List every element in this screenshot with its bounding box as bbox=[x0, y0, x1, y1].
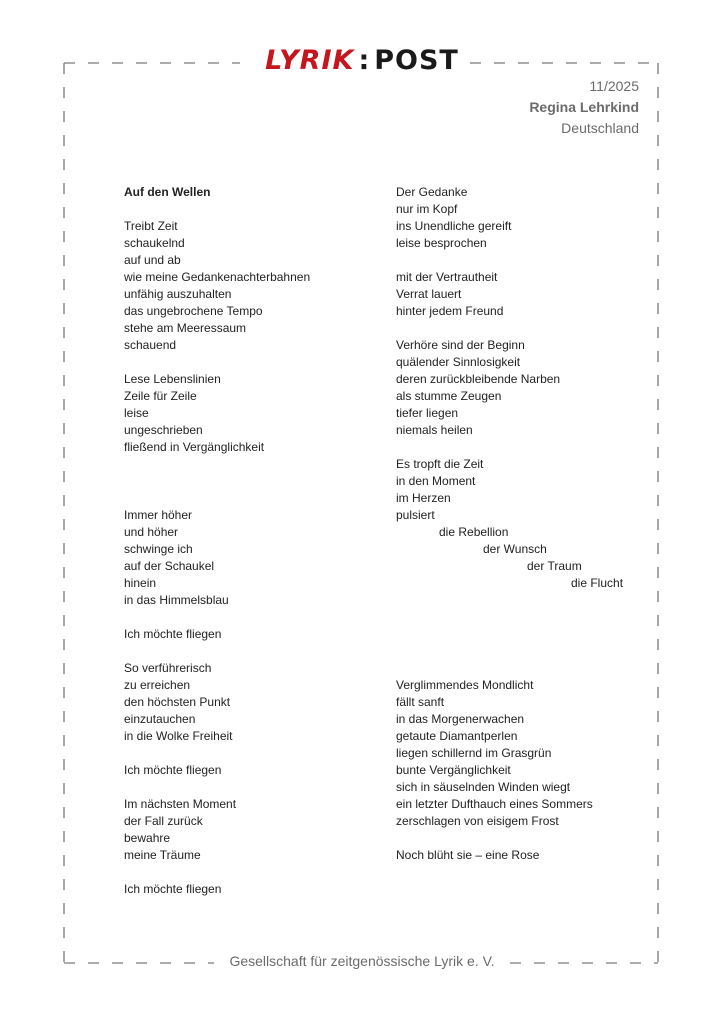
poem-title: Auf den Wellen bbox=[124, 185, 211, 199]
poem-line: die Flucht bbox=[571, 576, 624, 590]
poem-line: leise bbox=[124, 406, 149, 420]
poem-line: fließend in Vergänglichkeit bbox=[124, 440, 265, 454]
logo-separator: : bbox=[358, 45, 371, 76]
spacer bbox=[124, 609, 364, 626]
poem-line: Lese Lebenslinien bbox=[124, 372, 221, 386]
poem-line: schaukelnd bbox=[124, 236, 185, 250]
poem-line: in den Moment bbox=[396, 474, 476, 488]
poem-line: tiefer liegen bbox=[396, 406, 459, 420]
poem-line: in das Himmelsblau bbox=[124, 593, 229, 607]
poem-meta bbox=[529, 76, 639, 139]
poem-line: hinein bbox=[124, 576, 157, 590]
poem-line: meine Träume bbox=[124, 848, 201, 862]
spacer bbox=[124, 643, 364, 660]
spacer bbox=[396, 320, 636, 337]
spacer bbox=[124, 473, 364, 490]
spacer bbox=[396, 660, 636, 677]
poem-line: fällt sanft bbox=[396, 695, 445, 709]
poem-line: Der Gedanke bbox=[396, 185, 468, 199]
poem-line: stehe am Meeressaum bbox=[124, 321, 247, 335]
logo-post: POST bbox=[374, 45, 459, 76]
poem-line: die Rebellion bbox=[439, 525, 509, 539]
poem-line: Verglimmendes Mondlicht bbox=[396, 678, 534, 692]
logo-lyrik: LYRIK bbox=[265, 45, 355, 76]
lyrikpost-logo bbox=[0, 46, 724, 76]
poem-line: ins Unendliche gereift bbox=[396, 219, 512, 233]
poem-line: der Traum bbox=[527, 559, 582, 573]
spacer bbox=[396, 609, 636, 626]
spacer bbox=[124, 456, 364, 473]
poem-line: auf der Schaukel bbox=[124, 559, 215, 573]
spacer bbox=[124, 201, 364, 218]
poem-left-column bbox=[124, 184, 364, 898]
poem-line: in das Morgenerwachen bbox=[396, 712, 525, 726]
spacer bbox=[124, 354, 364, 371]
poem-line: im Herzen bbox=[396, 491, 451, 505]
poem-line: bewahre bbox=[124, 831, 171, 845]
poem-line: unfähig auszuhalten bbox=[124, 287, 232, 301]
poem-line: den höchsten Punkt bbox=[124, 695, 231, 709]
spacer bbox=[124, 490, 364, 507]
poem-line: zu erreichen bbox=[124, 678, 191, 692]
poem-line: mit der Vertrautheit bbox=[396, 270, 498, 284]
poem-line: So verführerisch bbox=[124, 661, 212, 675]
poem-line: bunte Vergänglichkeit bbox=[396, 763, 511, 777]
poem-line: leise besprochen bbox=[396, 236, 487, 250]
author-country: Deutschland bbox=[561, 120, 639, 136]
poem-line: als stumme Zeugen bbox=[396, 389, 502, 403]
poem-line: und höher bbox=[124, 525, 179, 539]
author-name: Regina Lehrkind bbox=[529, 99, 639, 115]
spacer bbox=[396, 439, 636, 456]
spacer bbox=[396, 830, 636, 847]
spacer bbox=[124, 779, 364, 796]
poem-line: Immer höher bbox=[124, 508, 193, 522]
poem-line: pulsiert bbox=[396, 508, 435, 522]
poem-line: schauend bbox=[124, 338, 177, 352]
poem-line: Es tropft die Zeit bbox=[396, 457, 484, 471]
poem-line: Ich möchte fliegen bbox=[124, 763, 222, 777]
poem-line: auf und ab bbox=[124, 253, 181, 267]
poem-line: der Fall zurück bbox=[124, 814, 203, 828]
poem-line: Im nächsten Moment bbox=[124, 797, 237, 811]
poem-line: niemals heilen bbox=[396, 423, 473, 437]
poem-line: liegen schillernd im Grasgrün bbox=[396, 746, 552, 760]
poem-line: wie meine Gedankenachterbahnen bbox=[124, 270, 311, 284]
poem-line: in die Wolke Freiheit bbox=[124, 729, 233, 743]
spacer bbox=[396, 252, 636, 269]
footer-society-name: Gesellschaft für zeitgenössische Lyrik e. V. bbox=[229, 953, 495, 969]
poem-line: quälender Sinnlosigkeit bbox=[396, 355, 521, 369]
poem-line: einzutauchen bbox=[124, 712, 196, 726]
poem-line: nur im Kopf bbox=[396, 202, 458, 216]
poem-line: zerschlagen von eisigem Frost bbox=[396, 814, 559, 828]
spacer bbox=[396, 643, 636, 660]
issue-number: 11/2025 bbox=[589, 78, 639, 94]
poem-line: getaute Diamantperlen bbox=[396, 729, 518, 743]
poem-line: Ich möchte fliegen bbox=[124, 627, 222, 641]
poem-line: der Wunsch bbox=[483, 542, 547, 556]
spacer bbox=[124, 864, 364, 881]
poem-line: Zeile für Zeile bbox=[124, 389, 197, 403]
poem-right-column bbox=[396, 184, 636, 864]
poem-line: das ungebrochene Tempo bbox=[124, 304, 263, 318]
poem-line: hinter jedem Freund bbox=[396, 304, 504, 318]
poem-line: Noch blüht sie – eine Rose bbox=[396, 848, 540, 862]
poem-line: Verrat lauert bbox=[396, 287, 462, 301]
poem-line: Ich möchte fliegen bbox=[124, 882, 222, 896]
poem-line: Treibt Zeit bbox=[124, 219, 178, 233]
poem-line: ein letzter Dufthauch eines Sommers bbox=[396, 797, 593, 811]
spacer bbox=[124, 745, 364, 762]
spacer bbox=[396, 592, 636, 609]
spacer bbox=[396, 626, 636, 643]
poem-line: Verhöre sind der Beginn bbox=[396, 338, 525, 352]
poem-line: deren zurückbleibende Narben bbox=[396, 372, 561, 386]
poem-line: ungeschrieben bbox=[124, 423, 203, 437]
poem-line: schwinge ich bbox=[124, 542, 193, 556]
poem-line: sich in säuselnden Winden wiegt bbox=[396, 780, 571, 794]
